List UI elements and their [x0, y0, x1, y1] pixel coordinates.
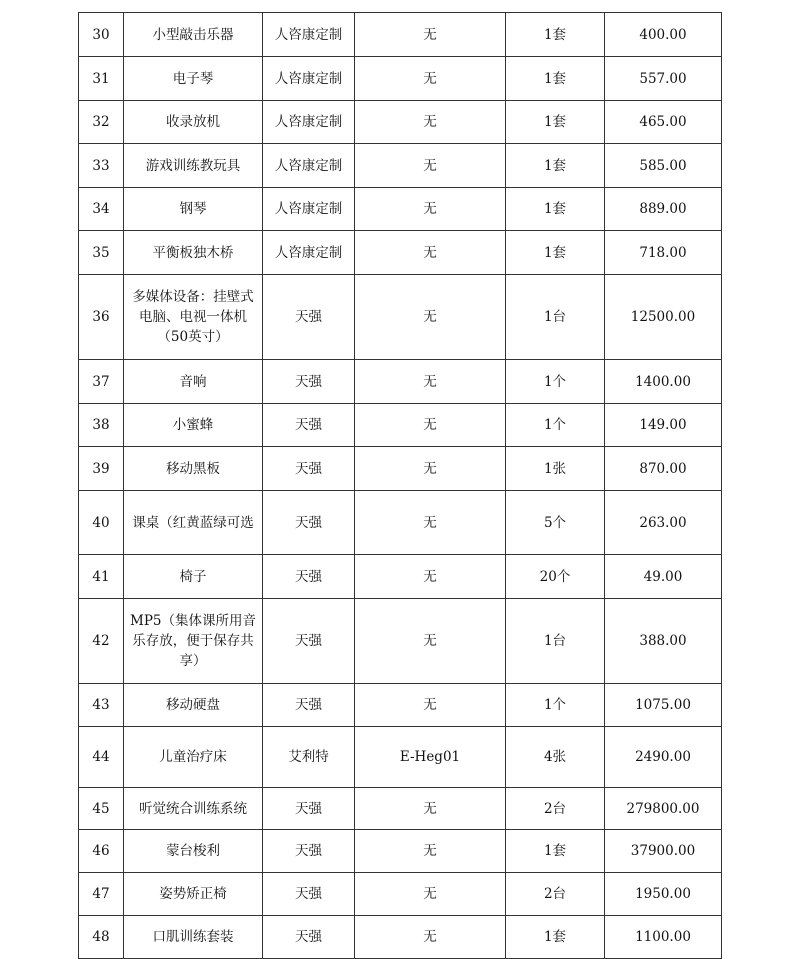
price-cell: 12500.00	[605, 275, 722, 360]
price-cell: 400.00	[605, 13, 722, 57]
model-cell: 无	[355, 491, 506, 555]
row-number-cell: 31	[79, 57, 124, 101]
model-cell: 无	[355, 447, 506, 491]
table-row	[79, 57, 722, 101]
quantity-cell: 4张	[506, 727, 605, 788]
item-name-cell: 游戏训练教玩具	[124, 144, 263, 188]
quantity-cell: 1套	[506, 830, 605, 873]
row-number-cell: 47	[79, 873, 124, 916]
row-number-cell: 38	[79, 404, 124, 447]
table-row	[79, 188, 722, 231]
row-number-cell: 37	[79, 360, 124, 404]
price-cell: 1100.00	[605, 916, 722, 959]
model-cell: 无	[355, 830, 506, 873]
row-number-cell: 43	[79, 684, 124, 727]
price-cell: 1950.00	[605, 873, 722, 916]
row-number-cell: 39	[79, 447, 124, 491]
brand-cell: 人咨康定制	[263, 144, 355, 188]
item-name-cell: MP5（集体课所用音乐存放，便于保存共享）	[124, 599, 263, 684]
model-cell: 无	[355, 101, 506, 144]
row-number-cell: 32	[79, 101, 124, 144]
table-row	[79, 404, 722, 447]
brand-cell: 天强	[263, 447, 355, 491]
item-name-cell: 移动硬盘	[124, 684, 263, 727]
row-number-cell: 44	[79, 727, 124, 788]
quantity-cell: 1套	[506, 188, 605, 231]
model-cell: 无	[355, 684, 506, 727]
price-cell: 263.00	[605, 491, 722, 555]
quantity-cell: 1个	[506, 404, 605, 447]
brand-cell: 天强	[263, 873, 355, 916]
row-number-cell: 36	[79, 275, 124, 360]
price-cell: 279800.00	[605, 788, 722, 830]
item-name-cell: 课桌（红黄蓝绿可选	[124, 491, 263, 555]
row-number-cell: 33	[79, 144, 124, 188]
table-row	[79, 447, 722, 491]
model-cell: 无	[355, 144, 506, 188]
price-cell: 1075.00	[605, 684, 722, 727]
model-cell: 无	[355, 57, 506, 101]
quantity-cell: 1个	[506, 360, 605, 404]
item-name-cell: 口肌训练套装	[124, 916, 263, 959]
item-name-cell: 钢琴	[124, 188, 263, 231]
price-cell: 149.00	[605, 404, 722, 447]
brand-cell: 天强	[263, 360, 355, 404]
brand-cell: 天强	[263, 599, 355, 684]
price-cell: 388.00	[605, 599, 722, 684]
row-number-cell: 45	[79, 788, 124, 830]
price-cell: 1400.00	[605, 360, 722, 404]
table-row	[79, 873, 722, 916]
table-row	[79, 599, 722, 684]
quantity-cell: 1套	[506, 13, 605, 57]
quantity-cell: 1套	[506, 916, 605, 959]
table-row	[79, 555, 722, 599]
price-cell: 585.00	[605, 144, 722, 188]
brand-cell: 天强	[263, 830, 355, 873]
brand-cell: 天强	[263, 916, 355, 959]
brand-cell: 人咨康定制	[263, 13, 355, 57]
brand-cell: 人咨康定制	[263, 57, 355, 101]
model-cell: 无	[355, 555, 506, 599]
item-name-cell: 多媒体设备：挂壁式电脑、电视一体机（50英寸）	[124, 275, 263, 360]
item-name-cell: 收录放机	[124, 101, 263, 144]
item-name-cell: 听觉统合训练系统	[124, 788, 263, 830]
quantity-cell: 1台	[506, 275, 605, 360]
model-cell: 无	[355, 188, 506, 231]
price-cell: 49.00	[605, 555, 722, 599]
brand-cell: 人咨康定制	[263, 231, 355, 275]
table-row	[79, 727, 722, 788]
price-cell: 870.00	[605, 447, 722, 491]
equipment-table-body	[79, 13, 722, 959]
item-name-cell: 小蜜蜂	[124, 404, 263, 447]
brand-cell: 天强	[263, 404, 355, 447]
table-row	[79, 788, 722, 830]
row-number-cell: 34	[79, 188, 124, 231]
quantity-cell: 1台	[506, 599, 605, 684]
table-row	[79, 830, 722, 873]
item-name-cell: 蒙台梭利	[124, 830, 263, 873]
item-name-cell: 平衡板独木桥	[124, 231, 263, 275]
quantity-cell: 5个	[506, 491, 605, 555]
item-name-cell: 小型敲击乐器	[124, 13, 263, 57]
model-cell: 无	[355, 275, 506, 360]
table-row	[79, 231, 722, 275]
price-cell: 465.00	[605, 101, 722, 144]
item-name-cell: 姿势矫正椅	[124, 873, 263, 916]
model-cell: 无	[355, 404, 506, 447]
brand-cell: 天强	[263, 555, 355, 599]
price-cell: 718.00	[605, 231, 722, 275]
brand-cell: 艾利特	[263, 727, 355, 788]
quantity-cell: 1套	[506, 231, 605, 275]
price-cell: 2490.00	[605, 727, 722, 788]
row-number-cell: 35	[79, 231, 124, 275]
row-number-cell: 30	[79, 13, 124, 57]
row-number-cell: 46	[79, 830, 124, 873]
table-row	[79, 684, 722, 727]
item-name-cell: 儿童治疗床	[124, 727, 263, 788]
quantity-cell: 1张	[506, 447, 605, 491]
row-number-cell: 40	[79, 491, 124, 555]
row-number-cell: 41	[79, 555, 124, 599]
model-cell: 无	[355, 788, 506, 830]
quantity-cell: 1套	[506, 57, 605, 101]
quantity-cell: 1套	[506, 144, 605, 188]
brand-cell: 天强	[263, 684, 355, 727]
brand-cell: 天强	[263, 275, 355, 360]
row-number-cell: 48	[79, 916, 124, 959]
model-cell: 无	[355, 13, 506, 57]
brand-cell: 天强	[263, 491, 355, 555]
price-cell: 889.00	[605, 188, 722, 231]
quantity-cell: 1个	[506, 684, 605, 727]
price-cell: 37900.00	[605, 830, 722, 873]
model-cell: 无	[355, 360, 506, 404]
model-cell: 无	[355, 231, 506, 275]
table-row	[79, 275, 722, 360]
brand-cell: 人咨康定制	[263, 188, 355, 231]
table-row	[79, 916, 722, 959]
model-cell: E-Heg01	[355, 727, 506, 788]
item-name-cell: 音响	[124, 360, 263, 404]
quantity-cell: 2台	[506, 873, 605, 916]
price-cell: 557.00	[605, 57, 722, 101]
model-cell: 无	[355, 916, 506, 959]
model-cell: 无	[355, 599, 506, 684]
row-number-cell: 42	[79, 599, 124, 684]
item-name-cell: 电子琴	[124, 57, 263, 101]
brand-cell: 人咨康定制	[263, 101, 355, 144]
quantity-cell: 1套	[506, 101, 605, 144]
table-row	[79, 13, 722, 57]
table-row	[79, 144, 722, 188]
table-row	[79, 360, 722, 404]
table-row	[79, 101, 722, 144]
model-cell: 无	[355, 873, 506, 916]
equipment-table	[78, 12, 722, 959]
item-name-cell: 移动黑板	[124, 447, 263, 491]
quantity-cell: 2台	[506, 788, 605, 830]
brand-cell: 天强	[263, 788, 355, 830]
table-row	[79, 491, 722, 555]
quantity-cell: 20个	[506, 555, 605, 599]
item-name-cell: 椅子	[124, 555, 263, 599]
